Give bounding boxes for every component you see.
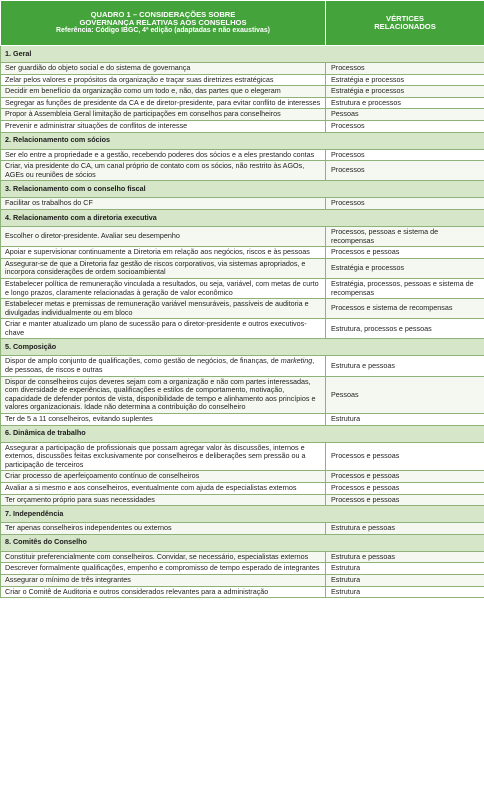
header-title-line2: GOVERNANÇA RELATIVAS AOS CONSELHOS — [79, 17, 247, 27]
section-header-row — [1, 132, 484, 149]
table-row — [1, 149, 484, 161]
vertice-cell: Processos — [326, 149, 484, 161]
vertice-cell: Estrutura — [326, 586, 484, 598]
section-title: 1. Geral — [1, 46, 484, 63]
vertice-cell: Processos e pessoas — [326, 483, 484, 495]
consideration-cell: Estabelecer política de remuneração vinculada a resultados, ou seja, variável, com metas de curto e longo prazos, claramente relacionadas à geração de valor econômico — [1, 278, 326, 298]
consideration-text-part: , de pessoas, de riscos e outras — [5, 356, 315, 375]
consideration-cell: Assegurar-se de que a Diretoria faz gestão de riscos corporativos, via sistemas apropriados, e incorpora considerações de ordem socioambiental — [1, 258, 326, 278]
vertice-cell: Estratégia e processos — [326, 86, 484, 98]
consideration-cell: Propor à Assembleia Geral limitação de participações em conselhos para conselheiros — [1, 109, 326, 121]
vertice-cell: Processos e pessoas — [326, 494, 484, 506]
section-header-row — [1, 339, 484, 356]
vertice-cell: Processos — [326, 161, 484, 181]
vertice-cell: Estrutura — [326, 563, 484, 575]
vertice-cell: Estratégia, processos, pessoas e sistema de recompensas — [326, 278, 484, 298]
consideration-cell: Escolher o diretor-presidente. Avaliar seu desempenho — [1, 226, 326, 246]
table-row — [1, 586, 484, 598]
table-row — [1, 299, 484, 319]
table-body — [1, 46, 484, 598]
table-row — [1, 414, 484, 426]
table-row — [1, 442, 484, 471]
consideration-cell: Ser guardião do objeto social e do sistema de governança — [1, 63, 326, 75]
vertice-cell: Processos e sistema de recompensas — [326, 299, 484, 319]
consideration-cell: Segregar as funções de presidente da CA e de diretor-presidente, para evitar conflito de interesses — [1, 97, 326, 109]
header-vertices-cell — [326, 1, 484, 46]
vertice-cell: Pessoas — [326, 376, 484, 413]
table-row — [1, 523, 484, 535]
table-row — [1, 258, 484, 278]
consideration-cell — [1, 356, 326, 376]
consideration-cell: Descrever formalmente qualificações, empenho e compromisso de tempo esperado de integrantes — [1, 563, 326, 575]
vertice-cell: Processos — [326, 63, 484, 75]
vertice-cell: Processos — [326, 120, 484, 132]
consideration-cell: Prevenir e administrar situações de conflitos de interesse — [1, 120, 326, 132]
section-header-row — [1, 209, 484, 226]
section-title: 7. Independência — [1, 506, 484, 523]
table-row — [1, 574, 484, 586]
consideration-cell: Constituir preferencialmente com conselheiros. Convidar, se necessário, especialistas externos — [1, 551, 326, 563]
consideration-text-part: Dispor de amplo conjunto de qualificações, como gestão de negócios, de finanças, de — [5, 356, 281, 366]
vertice-cell: Estrutura e pessoas — [326, 356, 484, 376]
header-reference: Referência: Código IBGC, 4ª edição (adaptadas e não exaustivas) — [56, 27, 270, 35]
header-title-line1: QUADRO 1 – CONSIDERAÇÕES SOBRE — [90, 9, 236, 19]
consideration-cell: Assegurar o mínimo de três integrantes — [1, 574, 326, 586]
table-row — [1, 319, 484, 339]
consideration-cell: Apoiar e supervisionar continuamente a Diretoria em relação aos negócios, riscos e às pessoas — [1, 247, 326, 259]
section-header-row — [1, 506, 484, 523]
consideration-cell: Decidir em benefício da organização como um todo e, não, das partes que o elegeram — [1, 86, 326, 98]
section-header-row — [1, 425, 484, 442]
vertice-cell: Estrutura e processos — [326, 97, 484, 109]
vertice-cell: Estrutura — [326, 574, 484, 586]
vertice-cell: Estrutura — [326, 414, 484, 426]
table-row — [1, 278, 484, 298]
section-title: 5. Composição — [1, 339, 484, 356]
section-header-row — [1, 181, 484, 198]
consideration-cell: Dispor de conselheiros cujos deveres sejam com a organização e não com partes interessadas, com diversidade de experiências, qualificações e estilos de comportamento, motivação, capacidade de defender pontos de vista, disponibilidade de tempo e alinhamento aos princípios e valores organizacionais. Idade não determina a contribuição do conselheiro — [1, 376, 326, 413]
consideration-cell: Ter orçamento próprio para suas necessidades — [1, 494, 326, 506]
vertice-cell: Estrutura, processos e pessoas — [326, 319, 484, 339]
vertice-cell: Processos e pessoas — [326, 247, 484, 259]
vertice-cell: Processos, pessoas e sistema de recompensas — [326, 226, 484, 246]
section-header-row — [1, 534, 484, 551]
section-title: 4. Relacionamento com a diretoria executiva — [1, 209, 484, 226]
consideration-cell: Criar e manter atualizado um plano de sucessão para o diretor-presidente e outros executivos-chave — [1, 319, 326, 339]
consideration-cell: Zelar pelos valores e propósitos da organização e traçar suas diretrizes estratégicas — [1, 74, 326, 86]
table-row — [1, 563, 484, 575]
consideration-text-italic: marketing — [280, 356, 313, 366]
table-row — [1, 356, 484, 376]
table-row — [1, 376, 484, 413]
table-row — [1, 109, 484, 121]
table-header — [1, 1, 484, 46]
table-row — [1, 63, 484, 75]
vertice-cell: Estrutura e pessoas — [326, 551, 484, 563]
vertice-cell: Processos — [326, 198, 484, 210]
table-row — [1, 483, 484, 495]
header-vertices-line1: VÉRTICES — [386, 13, 424, 23]
consideration-cell: Assegurar a participação de profissionais que possam agregar valor às discussões, internos e externos, discussões feitas exclusivamente por conselheiros e deliberações sem pressão ou a participação de terceiros — [1, 442, 326, 471]
table-row — [1, 494, 484, 506]
table-row — [1, 247, 484, 259]
vertice-cell: Estratégia e processos — [326, 74, 484, 86]
consideration-cell: Ter apenas conselheiros independentes ou externos — [1, 523, 326, 535]
table-row — [1, 471, 484, 483]
header-title-cell — [1, 1, 326, 46]
consideration-cell: Criar o Comitê de Auditoria e outros considerados relevantes para a administração — [1, 586, 326, 598]
table-row — [1, 161, 484, 181]
table-row — [1, 551, 484, 563]
table-row — [1, 74, 484, 86]
consideration-cell: Criar, via presidente do CA, um canal próprio de contato com os sócios, não restrito às AGOs, AGEs ou reuniões de sócios — [1, 161, 326, 181]
consideration-cell: Estabelecer metas e premissas de remuneração variável mensuráveis, passíveis de auditoria e divulgadas individualmente ou em bloco — [1, 299, 326, 319]
consideration-cell: Ser elo entre a propriedade e a gestão, recebendo poderes dos sócios e a eles prestando contas — [1, 149, 326, 161]
table-row — [1, 198, 484, 210]
table-row — [1, 226, 484, 246]
vertice-cell: Processos e pessoas — [326, 442, 484, 471]
consideration-cell: Avaliar a si mesmo e aos conselheiros, eventualmente com ajuda de especialistas externos — [1, 483, 326, 495]
vertice-cell: Processos e pessoas — [326, 471, 484, 483]
header-vertices-line2: RELACIONADOS — [374, 22, 436, 31]
table-row — [1, 86, 484, 98]
vertice-cell: Estratégia e processos — [326, 258, 484, 278]
consideration-cell: Facilitar os trabalhos do CF — [1, 198, 326, 210]
vertice-cell: Pessoas — [326, 109, 484, 121]
consideration-cell: Criar processo de aperfeiçoamento contínuo de conselheiros — [1, 471, 326, 483]
table-row — [1, 120, 484, 132]
vertice-cell: Estrutura e pessoas — [326, 523, 484, 535]
section-title: 6. Dinâmica de trabalho — [1, 425, 484, 442]
section-title: 3. Relacionamento com o conselho fiscal — [1, 181, 484, 198]
consideration-cell: Ter de 5 a 11 conselheiros, evitando suplentes — [1, 414, 326, 426]
section-header-row — [1, 46, 484, 63]
table-row — [1, 97, 484, 109]
section-title: 8. Comitês do Conselho — [1, 534, 484, 551]
section-title: 2. Relacionamento com sócios — [1, 132, 484, 149]
